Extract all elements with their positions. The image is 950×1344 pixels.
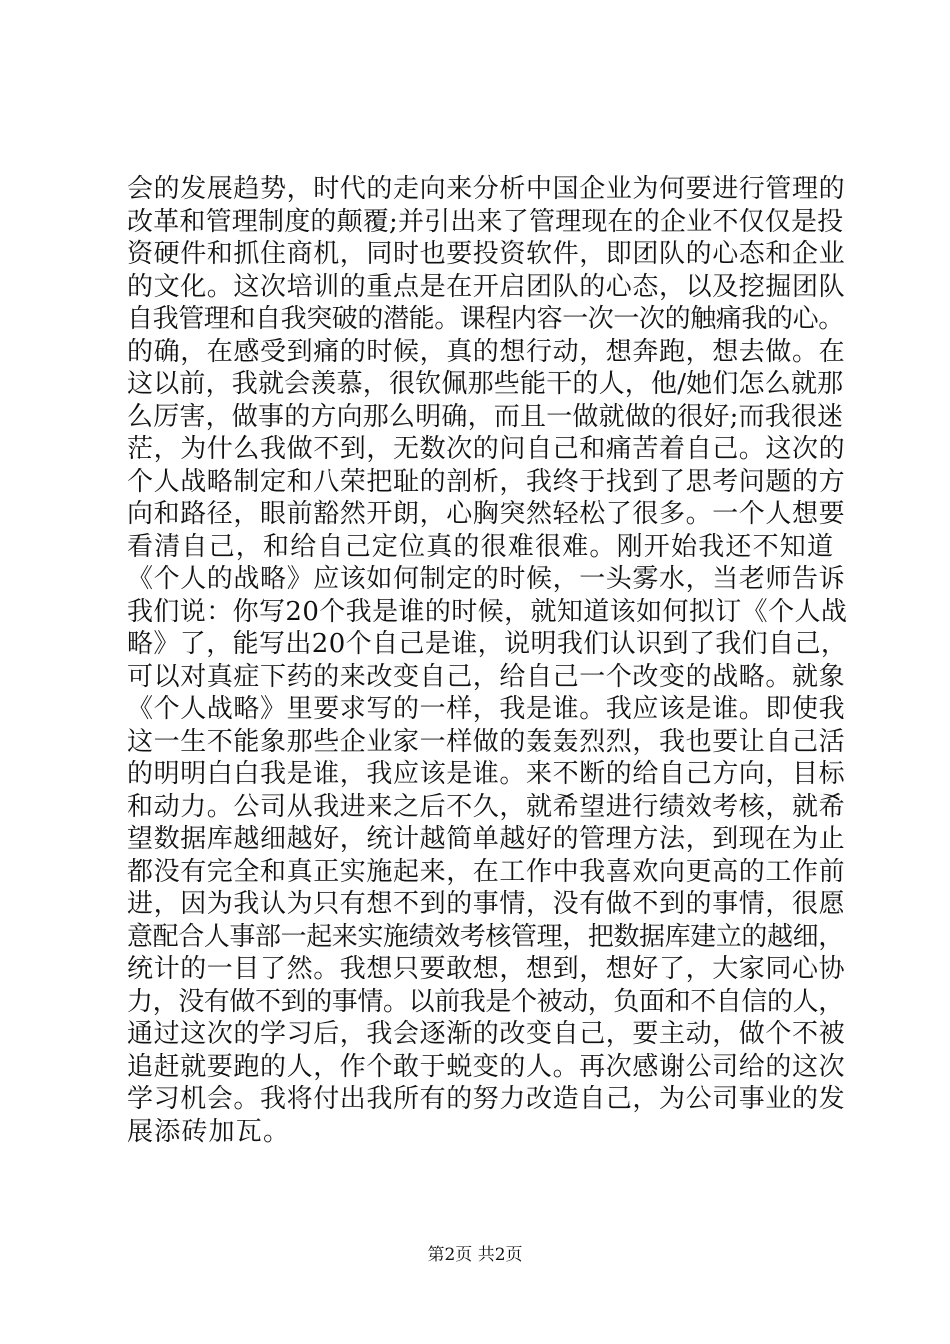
text-line: 的文化。这次培训的重点是在开启团队的心态，以及挖掘团队 bbox=[127, 271, 846, 302]
text-line: 通过这次的学习后，我会逐渐的改变自己，要主动，做个不被 bbox=[127, 1019, 846, 1049]
text-line: 向和路径，眼前豁然开朗，心胸突然轻松了很多。一个人想要 bbox=[127, 499, 846, 529]
text-line: 自我管理和自我突破的潜能。课程内容一次一次的触痛我的心。 bbox=[127, 304, 844, 334]
text-line: 茫，为什么我做不到，无数次的问自己和痛苦着自己。这次的 bbox=[127, 434, 846, 464]
text-line: 的明明白白我是谁，我应该是谁。来不断的给自己方向，目标 bbox=[127, 759, 846, 789]
text-line: 这以前，我就会羡慕，很钦佩那些能干的人，他/她们怎么就那 bbox=[127, 369, 844, 399]
body-text bbox=[127, 173, 847, 1148]
text-line: 的确，在感受到痛的时候，真的想行动，想奔跑，想去做。在 bbox=[127, 336, 846, 367]
text-line: 这一生不能象那些企业家一样做的轰轰烈烈，我也要让自己活 bbox=[127, 726, 846, 757]
text-line: 看清自己，和给自己定位真的很难很难。刚开始我还不知道 bbox=[127, 531, 835, 562]
text-line: 和动力。公司从我进来之后不久，就希望进行绩效考核，就希 bbox=[127, 791, 846, 822]
text-line: 《个人的战略》应该如何制定的时候，一头雾水，当老师告诉 bbox=[127, 564, 846, 594]
text-line: 改革和管理制度的颠覆;并引出来了管理现在的企业不仅仅是投 bbox=[127, 206, 844, 237]
text-line: 追赶就要跑的人，作个敢于蜕变的人。再次感谢公司给的这次 bbox=[127, 1051, 846, 1082]
text-line: 略》了，能写出20个自己是谁，说明我们认识到了我们自己， bbox=[127, 629, 848, 659]
text-line: 进，因为我认为只有想不到的事情，没有做不到的事情，很愿 bbox=[127, 889, 846, 919]
text-line: 力，没有做不到的事情。以前我是个被动，负面和不自信的人， bbox=[127, 986, 844, 1017]
text-line: 可以对真症下药的来改变自己，给自己一个改变的战略。就象 bbox=[127, 661, 846, 692]
text-line: 都没有完全和真正实施起来，在工作中我喜欢向更高的工作前 bbox=[127, 856, 846, 887]
page-footer: 第2页 共2页 bbox=[427, 1245, 523, 1265]
text-line: 《个人战略》里要求写的一样，我是谁。我应该是谁。即使我 bbox=[127, 694, 846, 724]
text-line: 么厉害，做事的方向那么明确，而且一做就做的很好;而我很迷 bbox=[127, 401, 844, 432]
text-line: 我们说：你写20个我是谁的时候，就知道该如何拟订《个人战 bbox=[127, 596, 848, 627]
text-line: 个人战略制定和八荣把耻的剖析，我终于找到了思考问题的方 bbox=[127, 466, 846, 497]
text-line: 统计的一目了然。我想只要敢想，想到，想好了，大家同心协 bbox=[127, 954, 846, 984]
text-line: 意配合人事部一起来实施绩效考核管理，把数据库建立的越细， bbox=[127, 921, 844, 952]
text-line: 学习机会。我将付出我所有的努力改造自己，为公司事业的发 bbox=[127, 1084, 846, 1114]
text-line: 望数据库越细越好，统计越简单越好的管理方法，到现在为止 bbox=[127, 824, 846, 854]
text-line: 资硬件和抓住商机，同时也要投资软件，即团队的心态和企业 bbox=[127, 239, 846, 269]
text-line: 会的发展趋势，时代的走向来分析中国企业为何要进行管理的 bbox=[127, 174, 846, 204]
text-line: 展添砖加瓦。 bbox=[127, 1116, 291, 1147]
